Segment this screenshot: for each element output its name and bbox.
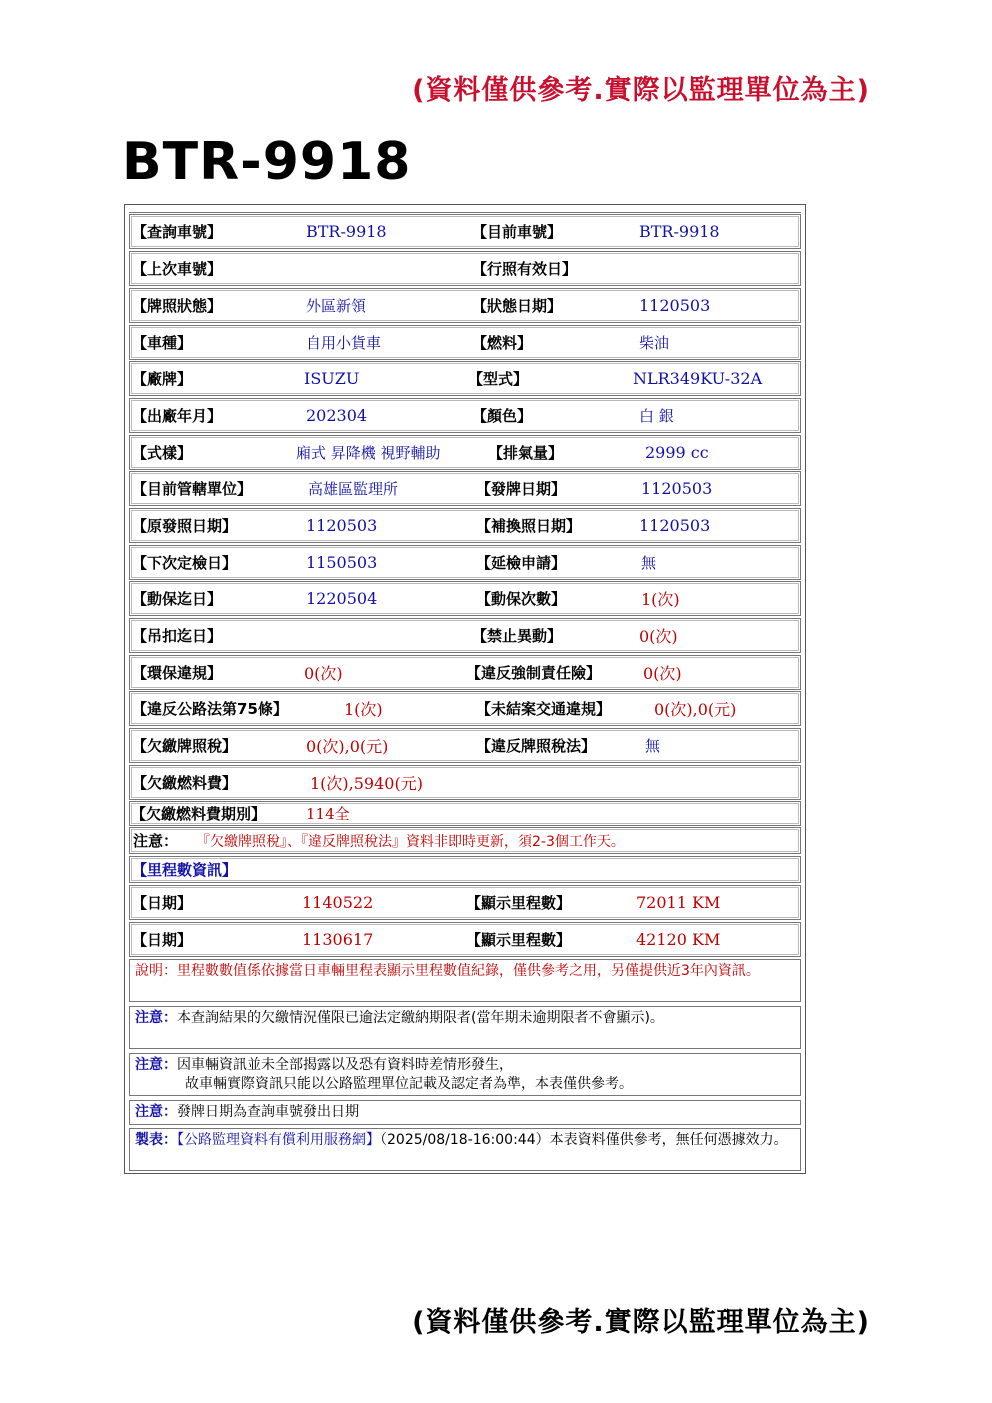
row-value: 白 銀: [639, 407, 674, 425]
row-value: 0(次),0(元): [306, 737, 389, 756]
notice-label: 注意：: [135, 1010, 177, 1026]
notice-line-1: 因車輛資訊並未全部揭露以及恐有資料時差情形發生，: [177, 1057, 513, 1073]
report-footer: [129, 1128, 801, 1171]
footer-source: 【公路監理資料有償利用服務網】: [177, 1132, 380, 1148]
table-row: [129, 398, 801, 433]
row-value: 1(次): [344, 700, 383, 719]
row-label: 【日期】: [132, 931, 193, 949]
table-row: [129, 214, 801, 249]
row-value: 1120503: [639, 296, 711, 315]
row-label: 【式樣】: [132, 444, 193, 462]
row-label: 【禁止異動】: [472, 627, 563, 645]
table-row: [129, 581, 801, 616]
table-row: [129, 655, 801, 690]
row-label: 【欠繳牌照稅】: [132, 737, 238, 755]
row-value: BTR-9918: [639, 222, 720, 241]
row-label: 【出廠年月】: [132, 407, 223, 425]
row-value: 42120 KM: [636, 930, 721, 949]
row-label: 【欠繳燃料費】: [132, 774, 238, 792]
table-row: [129, 435, 801, 470]
notice-overdue: [129, 1006, 801, 1049]
row-label: 【目前車號】: [472, 223, 563, 241]
row-label: 【廠牌】: [132, 370, 193, 388]
row-value: 1(次): [641, 590, 680, 609]
row-value: 無: [645, 737, 661, 755]
notice-text: 『欠繳牌照稅』、『違反牌照稅法』資料非即時更新，須2-3個工作天。: [196, 833, 625, 850]
row-label: 【延檢申請】: [476, 554, 567, 572]
row-value: 1130617: [302, 930, 374, 949]
row-value: 1140522: [302, 893, 374, 912]
row-value: 0(次),0(元): [654, 700, 737, 719]
row-label: 【狀態日期】: [472, 297, 563, 315]
disclaimer-bottom: (資料僅供參考.實際以監理單位為主): [412, 1307, 870, 1338]
row-value: 無: [641, 554, 657, 572]
footer-label: 製表：: [135, 1132, 177, 1148]
row-label: 【燃料】: [472, 334, 533, 352]
mileage-header: 【里程數資訊】: [132, 861, 238, 879]
row-value: 202304: [306, 406, 368, 425]
notice-text: 本查詢結果的欠繳情況僅限已逾法定繳納期限者(當年期未逾期限者不會顯示)。: [177, 1010, 664, 1026]
row-value: BTR-9918: [306, 222, 387, 241]
row-value: 廂式 昇降機 視野輔助: [296, 444, 441, 462]
row-label: 【補換照日期】: [476, 517, 582, 535]
row-value: 72011 KM: [636, 893, 721, 912]
row-label: 【下次定檢日】: [132, 554, 238, 572]
fuel-period-value: 114全: [306, 805, 350, 823]
row-value: 0(次): [639, 627, 678, 646]
mileage-header-row: [129, 856, 801, 883]
fuel-period-row: [129, 801, 801, 826]
row-value: ISUZU: [304, 369, 360, 388]
notice-row: [129, 827, 801, 854]
row-value: 1(次),5940(元): [310, 774, 423, 793]
notice-line-2: 故車輛實際資訊只能以公路監理單位記載及認定者為準，本表僅供參考。: [185, 1076, 633, 1092]
mileage-row: [129, 885, 801, 920]
table-row: [129, 288, 801, 323]
notice-disclosure: [129, 1053, 801, 1096]
table-row: [129, 691, 801, 726]
table-row: [129, 545, 801, 580]
row-label: 【未結案交通違規】: [476, 700, 612, 718]
mileage-explanation: 說明：里程數數值係依據當日車輛里程表顯示里程數值紀錄，僅供參考之用，另僅提供近3年內資訊。: [129, 959, 801, 1002]
row-label: 【環保違規】: [132, 664, 223, 682]
row-value: 1220504: [306, 589, 378, 608]
table-row: [129, 325, 801, 360]
row-value: 柴油: [639, 334, 670, 352]
row-value: 高雄區監理所: [308, 480, 399, 498]
row-label: 【違反公路法第75條】: [132, 700, 288, 718]
row-label: 【排氣量】: [488, 444, 564, 462]
table-row: [129, 765, 801, 800]
notice-text: 發牌日期為查詢車號發出日期: [177, 1104, 359, 1120]
row-value: 1120503: [639, 516, 711, 535]
disclaimer-top: (資料僅供參考.實際以監理單位為主): [412, 75, 870, 106]
row-label: 【顯示里程數】: [466, 894, 572, 912]
row-label: 【行照有效日】: [472, 260, 578, 278]
row-value: 外區新領: [306, 297, 367, 315]
row-label: 【原發照日期】: [132, 517, 238, 535]
table-row: [129, 251, 801, 286]
row-label: 【顏色】: [472, 407, 533, 425]
row-value: 0(次): [304, 664, 343, 683]
notice-plate-date: [129, 1100, 801, 1125]
table-row: [129, 508, 801, 543]
row-label: 【吊扣迄日】: [132, 627, 223, 645]
row-label: 【發牌日期】: [476, 480, 567, 498]
row-value: 1120503: [641, 479, 713, 498]
table-row: [129, 618, 801, 653]
row-label: 【違反強制責任險】: [466, 664, 602, 682]
row-label: 【上次車號】: [132, 260, 223, 278]
row-label: 【型式】: [468, 370, 529, 388]
footer-text: （2025/08/18-16:00:44）本表資料僅供參考，無任何憑據效力。: [380, 1132, 788, 1148]
mileage-row: [129, 922, 801, 957]
fuel-period-label: 【欠繳燃料費期別】: [131, 805, 267, 823]
row-label: 【違反牌照稅法】: [476, 737, 597, 755]
notice-label: 注意：: [135, 1057, 177, 1073]
table-row: [129, 728, 801, 763]
row-label: 【牌照狀態】: [132, 297, 223, 315]
row-value: NLR349KU-32A: [633, 369, 763, 388]
notice-label: 注意：: [133, 832, 179, 850]
table-top-divider: [129, 207, 801, 213]
row-label: 【日期】: [132, 894, 193, 912]
row-label: 【動保迄日】: [132, 590, 223, 608]
row-value: 0(次): [643, 664, 682, 683]
row-value: 2999 cc: [645, 443, 709, 462]
row-label: 【目前管轄單位】: [132, 480, 253, 498]
row-label: 【顯示里程數】: [466, 931, 572, 949]
table-row: [129, 361, 801, 396]
table-row: [129, 471, 801, 506]
notice-label: 注意：: [135, 1104, 177, 1120]
row-value: 1150503: [306, 553, 378, 572]
row-label: 【查詢車號】: [132, 223, 223, 241]
row-label: 【動保次數】: [476, 590, 567, 608]
row-value: 自用小貨車: [306, 334, 382, 352]
row-value: 1120503: [306, 516, 378, 535]
vehicle-report-table: [124, 204, 806, 1174]
plate-title: BTR-9918: [122, 132, 412, 192]
row-label: 【車種】: [132, 334, 193, 352]
